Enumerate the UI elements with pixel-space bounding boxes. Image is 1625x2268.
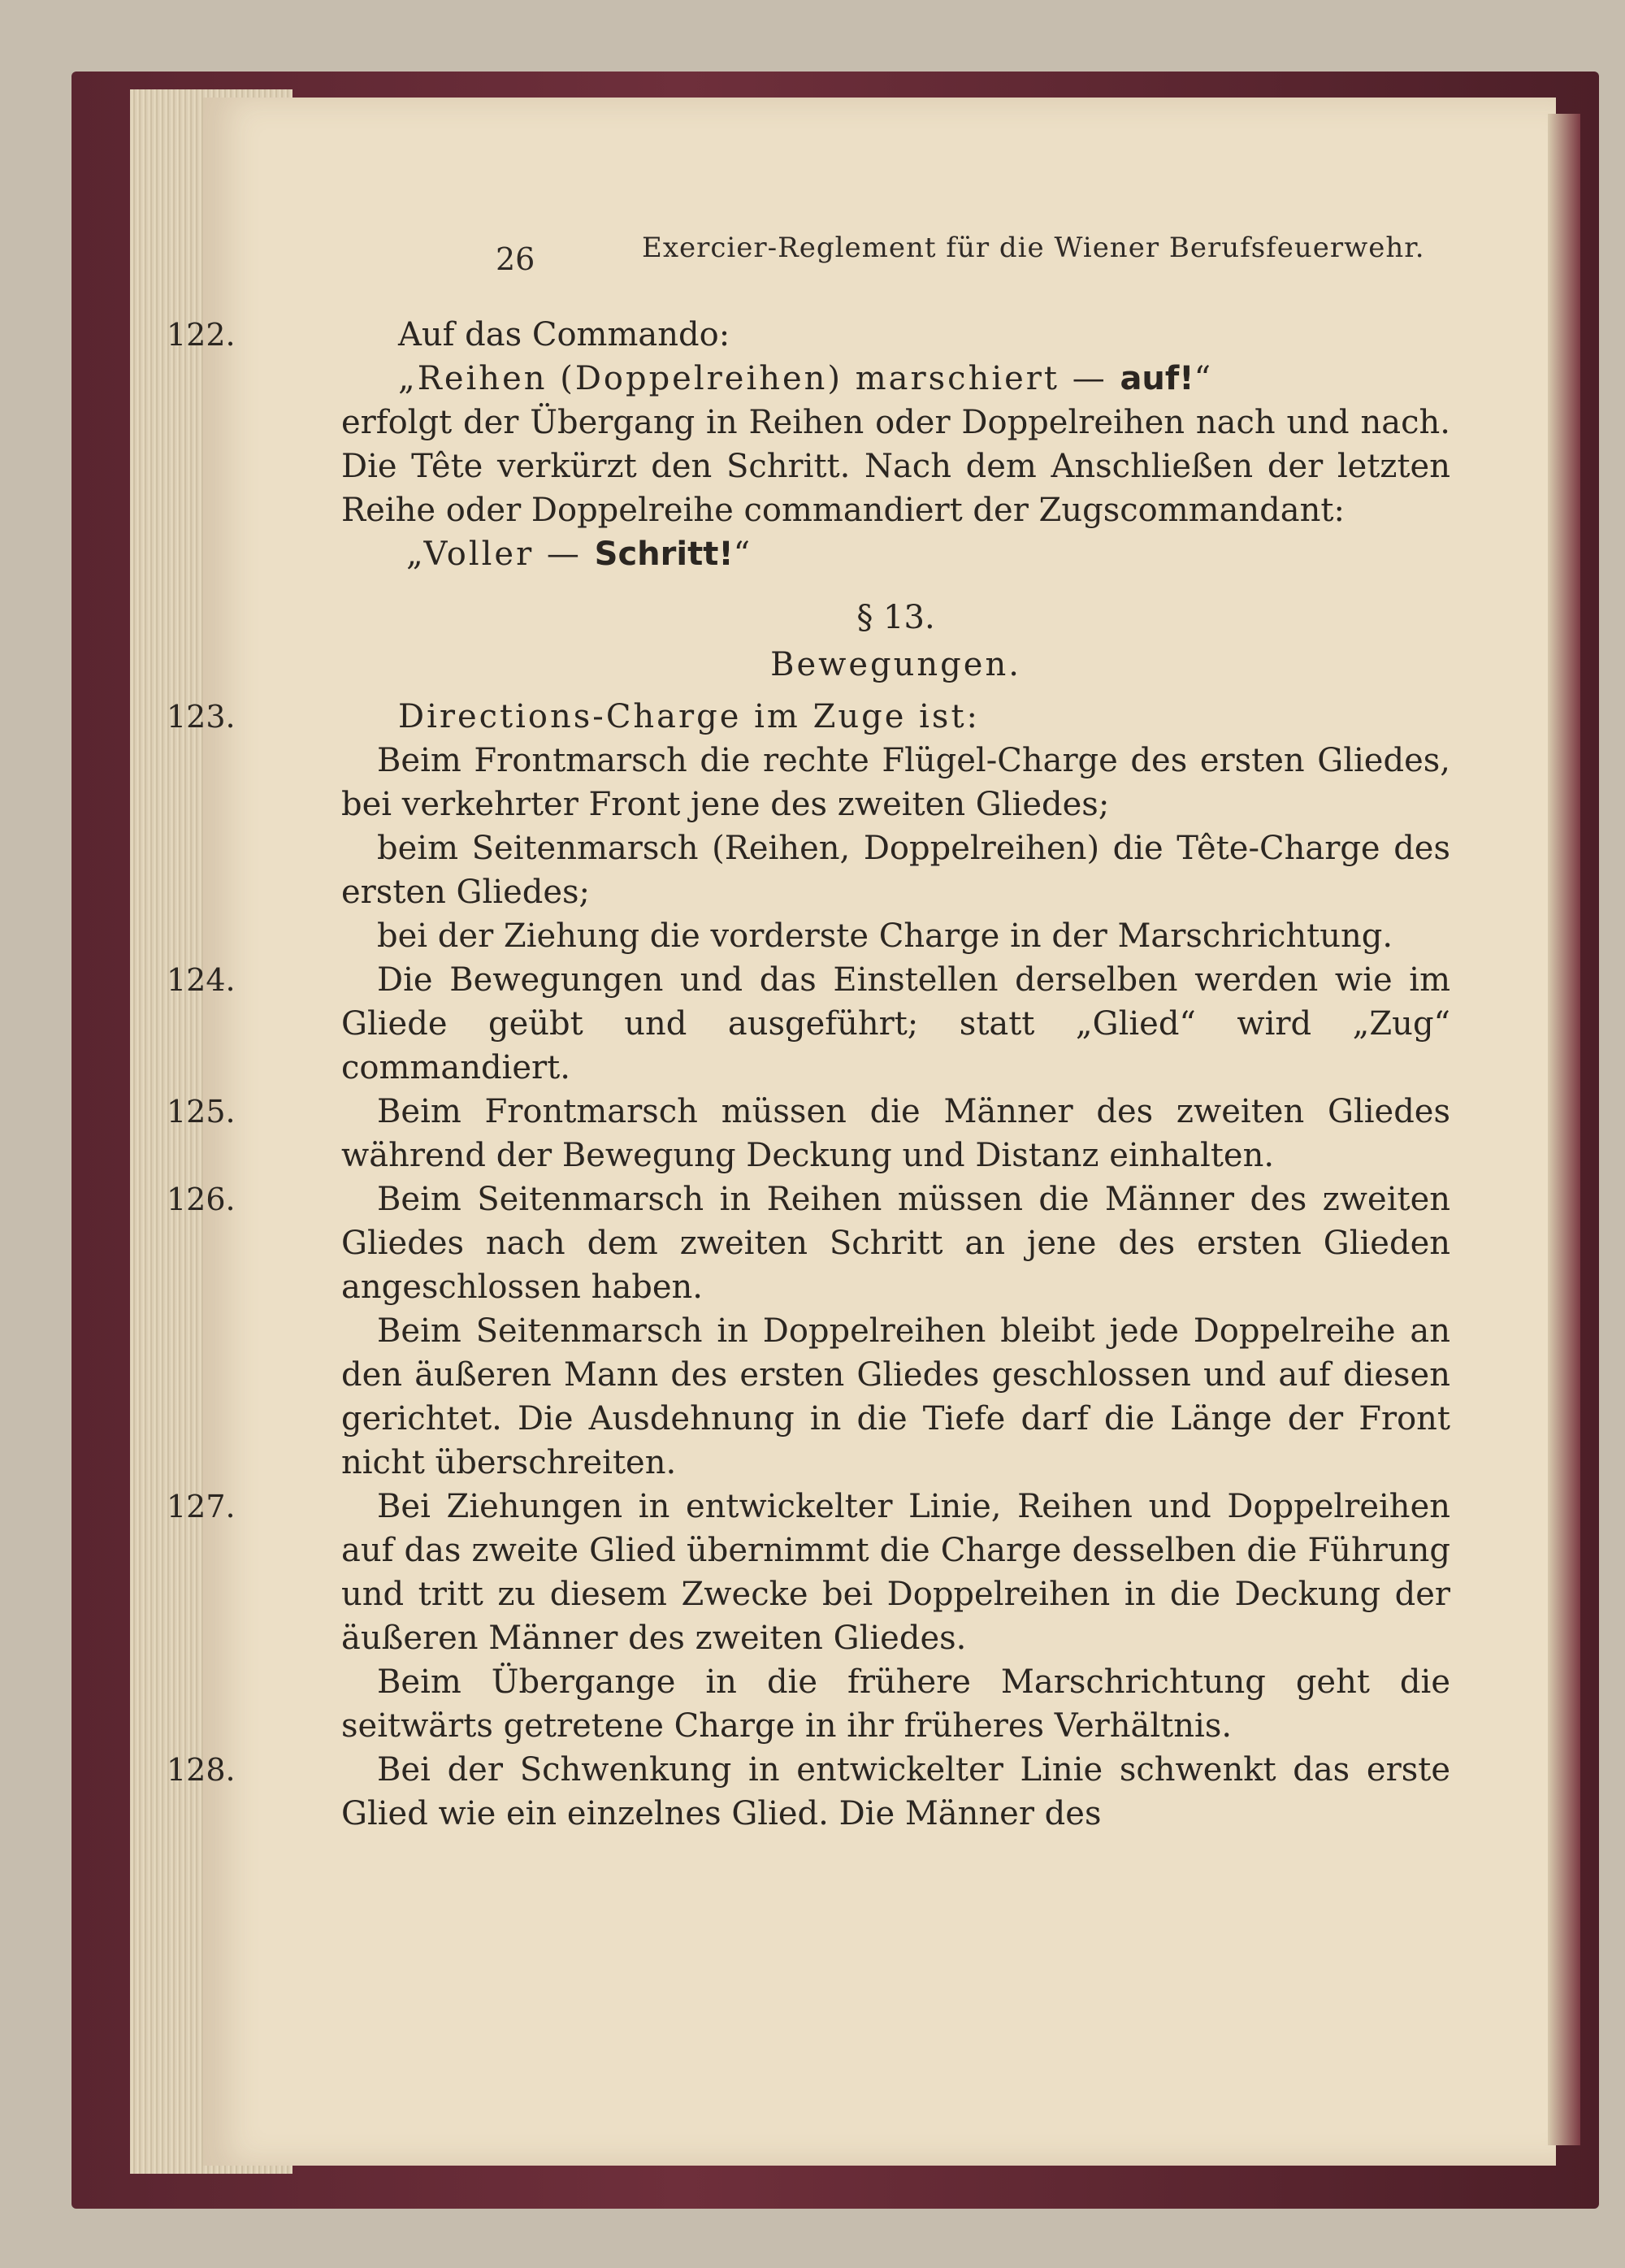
paragraph-body: erfolgt der Übergang in Reihen oder Doppelreihen nach und nach. Die Tête verkürzt den Schritt. Nach dem Anschließen der letzten Reihe oder Doppelreihe commandiert der Zugscommandant: bbox=[341, 404, 1450, 529]
quote-mark: “ bbox=[1194, 360, 1211, 397]
section-title: Bewegungen. bbox=[770, 646, 1021, 683]
command-line bbox=[398, 357, 1450, 401]
paragraph-number: 122. bbox=[167, 317, 236, 353]
paragraph-number: 126. bbox=[167, 1182, 236, 1217]
paragraph-body: bei der Ziehung die vorderste Charge in der Marschrichtung. bbox=[377, 917, 1393, 955]
paragraph-body: Beim Seitenmarsch in Doppelreihen bleibt jede Doppelreihe an den äußeren Mann des ersten Gliedes geschlossen und auf diesen gerichtet. Die Ausdehnung in die Tiefe darf die Länge der Front nicht überschreiten. bbox=[341, 1312, 1450, 1481]
paragraph-122 bbox=[167, 313, 1450, 576]
paragraph-number: 123. bbox=[167, 699, 236, 735]
command-text: „Reihen (Doppelreihen) marschiert — bbox=[398, 360, 1120, 397]
paragraph-124 bbox=[167, 958, 1450, 1090]
page-content bbox=[167, 313, 1450, 1836]
paragraph-126 bbox=[167, 1177, 1450, 1485]
paragraph-body: Beim Seitenmarsch in Reihen müssen die Männer des zweiten Gliedes nach dem zweiten Schritt an jene des ersten Glieden angeschlossen haben. bbox=[341, 1181, 1450, 1306]
paragraph-line: Auf das Commando: bbox=[398, 316, 730, 353]
paragraph-body: beim Seitenmarsch (Reihen, Doppelreihen) die Tête-Charge des ersten Gliedes; bbox=[341, 830, 1450, 911]
command-line bbox=[406, 532, 1450, 576]
command-bold: Schritt! bbox=[594, 536, 734, 573]
paragraph-128 bbox=[167, 1748, 1450, 1836]
paragraph-127 bbox=[167, 1485, 1450, 1748]
command-bold: auf! bbox=[1120, 360, 1194, 397]
section-number: § 13. bbox=[856, 599, 935, 636]
paragraph-number: 127. bbox=[167, 1489, 236, 1524]
paragraph-body: Bei Ziehungen in entwickelter Linie, Reihen und Doppelreihen auf das zweite Glied übernimmt die Charge desselben die Führung und tritt zu diesem Zwecke bei Doppelreihen in die Deckung der äußeren Männer des zweiten Gliedes. bbox=[341, 1488, 1450, 1657]
paragraph-number: 128. bbox=[167, 1752, 236, 1788]
paragraph-body: Beim Übergange in die frühere Marschrichtung geht die seitwärts getretene Charge in ihr früheres Verhältnis. bbox=[341, 1663, 1450, 1745]
paragraph-body: Die Bewegungen und das Einstellen derselben werden wie im Gliede geübt und ausgeführt; statt „Glied“ wird „Zug“ commandiert. bbox=[341, 961, 1450, 1086]
paragraph-number: 125. bbox=[167, 1094, 236, 1130]
paragraph-number: 124. bbox=[167, 962, 236, 998]
quote-mark: “ bbox=[733, 536, 751, 573]
paragraph-body: Bei der Schwenkung in entwickelter Linie schwenkt das erste Glied wie ein einzelnes Glied. Die Männer des bbox=[341, 1751, 1450, 1832]
page-number: 26 bbox=[496, 241, 535, 277]
paragraph-line: Directions-Charge im Zuge ist: bbox=[398, 698, 980, 735]
running-title: Exercier-Reglement für die Wiener Berufsfeuerwehr. bbox=[642, 232, 1425, 264]
paragraph-body: Beim Frontmarsch müssen die Männer des zweiten Gliedes während der Bewegung Deckung und Distanz einhalten. bbox=[341, 1093, 1450, 1174]
page-right-edge bbox=[1548, 114, 1580, 2145]
paragraph-body: Beim Frontmarsch die rechte Flügel-Charge des ersten Gliedes, bei verkehrter Front jene des zweiten Gliedes; bbox=[341, 742, 1450, 823]
paragraph-123 bbox=[167, 695, 1450, 958]
command-text: „Voller — bbox=[406, 536, 595, 573]
paragraph-125 bbox=[167, 1090, 1450, 1177]
